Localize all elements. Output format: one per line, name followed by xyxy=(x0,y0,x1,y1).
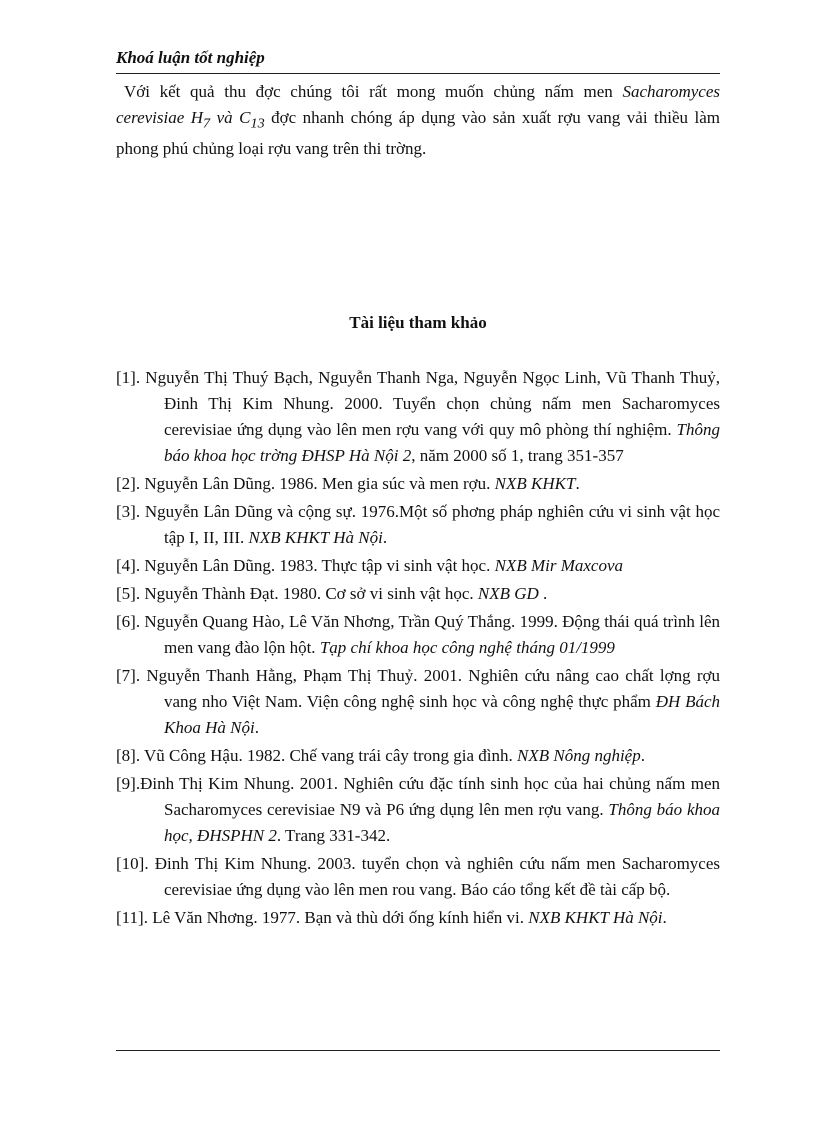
reference-list xyxy=(116,365,720,933)
reference-item: [10]. Đinh Thị Kim Nhung. 2003. tuyển chọn và nghiên cứu nấm men Sacharomyces cerevisiae ứng dụng vào lên men rou vang. Báo cáo tổng kết đề tài cấp bộ. xyxy=(116,854,720,899)
references-heading: Tài liệu tham khảo xyxy=(349,313,487,332)
reference-item: [7]. Nguyễn Thanh Hằng, Phạm Thị Thuỷ. 2001. Nghiên cứu nâng cao chất lợng rợu vang nho Việt Nam. Viện công nghệ sinh học và công nghệ thực phẩm ĐH Bách Khoa Hà Nội. xyxy=(116,666,720,737)
reference-item: [8]. Vũ Công Hậu. 1982. Chế vang trái cây trong gia đình. NXB Nông nghiệp. xyxy=(116,746,645,765)
intro-and: và C xyxy=(210,108,251,127)
reference-source: NXB Mir Maxcova xyxy=(494,556,623,575)
reference-source: Tạp chí khoa học công nghệ tháng 01/1999 xyxy=(319,638,615,657)
reference-source: NXB KHKT Hà Nội xyxy=(248,528,383,547)
reference-item: [1]. Nguyễn Thị Thuý Bạch, Nguyễn Thanh Nga, Nguyễn Ngọc Linh, Vũ Thanh Thuỷ, Đinh Thị Kim Nhung. 2000. Tuyển chọn chủng nấm men Sacharomyces cerevisiae ứng dụng vào lên men rợu vang với quy mô phòng thí nghiệm. Thông báo khoa học trờng ĐHSP Hà Nội 2, năm 2000 số 1, trang 351-357 xyxy=(116,368,720,465)
reference-item: [3]. Nguyễn Lân Dũng và cộng sự. 1976.Một số phơng pháp nghiên cứu vi sinh vật học tập I, II, III. NXB KHKT Hà Nội. xyxy=(116,502,720,547)
intro-subscript-h: 7 xyxy=(203,115,211,132)
intro-paragraph xyxy=(116,79,720,162)
reference-source: NXB Nông nghiệp xyxy=(517,746,641,765)
intro-text xyxy=(116,79,720,162)
reference-source: NXB KHKT xyxy=(494,474,576,493)
reference-item: [6]. Nguyễn Quang Hào, Lê Văn Nhơng, Trần Quý Thắng. 1999. Động thái quá trình lên men vang đào lộn hột. Tạp chí khoa học công nghệ tháng 01/1999 xyxy=(116,612,720,657)
reference-item: [9].Đinh Thị Kim Nhung. 2001. Nghiên cứu đặc tính sinh học của hai chủng nấm men Sacharomyces cerevisiae N9 và P6 ứng dụng lên men rợu vang. Thông báo khoa học, ĐHSPHN 2. Trang 331-342. xyxy=(116,774,721,845)
reference-source: ĐH Bách Khoa Hà Nội xyxy=(164,692,720,737)
intro-part2: đợc nhanh chóng áp dụng vào sản xuất rợu vang vải thiều làm phong phú chủng loại rợu vang trên thi trờng. xyxy=(116,108,720,159)
reference-item: [4]. Nguyễn Lân Dũng. 1983. Thực tập vi sinh vật học. NXB Mir Maxcova xyxy=(116,556,623,575)
reference-item: [5]. Nguyễn Thành Đạt. 1980. Cơ sở vi sinh vật học. NXB GD . xyxy=(116,584,548,603)
intro-subscript-c: 13 xyxy=(250,115,265,132)
reference-item: [2]. Nguyễn Lân Dũng. 1986. Men gia súc và men rợu. NXB KHKT. xyxy=(116,474,580,493)
reference-item: [11]. Lê Văn Nhơng. 1977. Bạn và thù dới ống kính hiển vi. NXB KHKT Hà Nội. xyxy=(116,908,667,927)
page-header-title: Khoá luận tốt nghiệp xyxy=(116,48,265,67)
reference-source: Thông báo khoa học, ĐHSPHN 2 xyxy=(164,800,721,845)
reference-source: NXB KHKT Hà Nội xyxy=(528,908,663,927)
reference-source: Thông báo khoa học trờng ĐHSP Hà Nội 2 xyxy=(164,420,720,465)
footer-divider xyxy=(116,1050,720,1051)
intro-part1: Với kết quả thu đợc chúng tôi rất mong muốn chủng nấm men xyxy=(124,82,623,101)
reference-source: NXB GD xyxy=(477,584,539,603)
header-divider xyxy=(116,73,720,74)
intro-species: Sacharomyces cerevisiae $H_7$ và $C_{13}$ xyxy=(116,82,720,132)
